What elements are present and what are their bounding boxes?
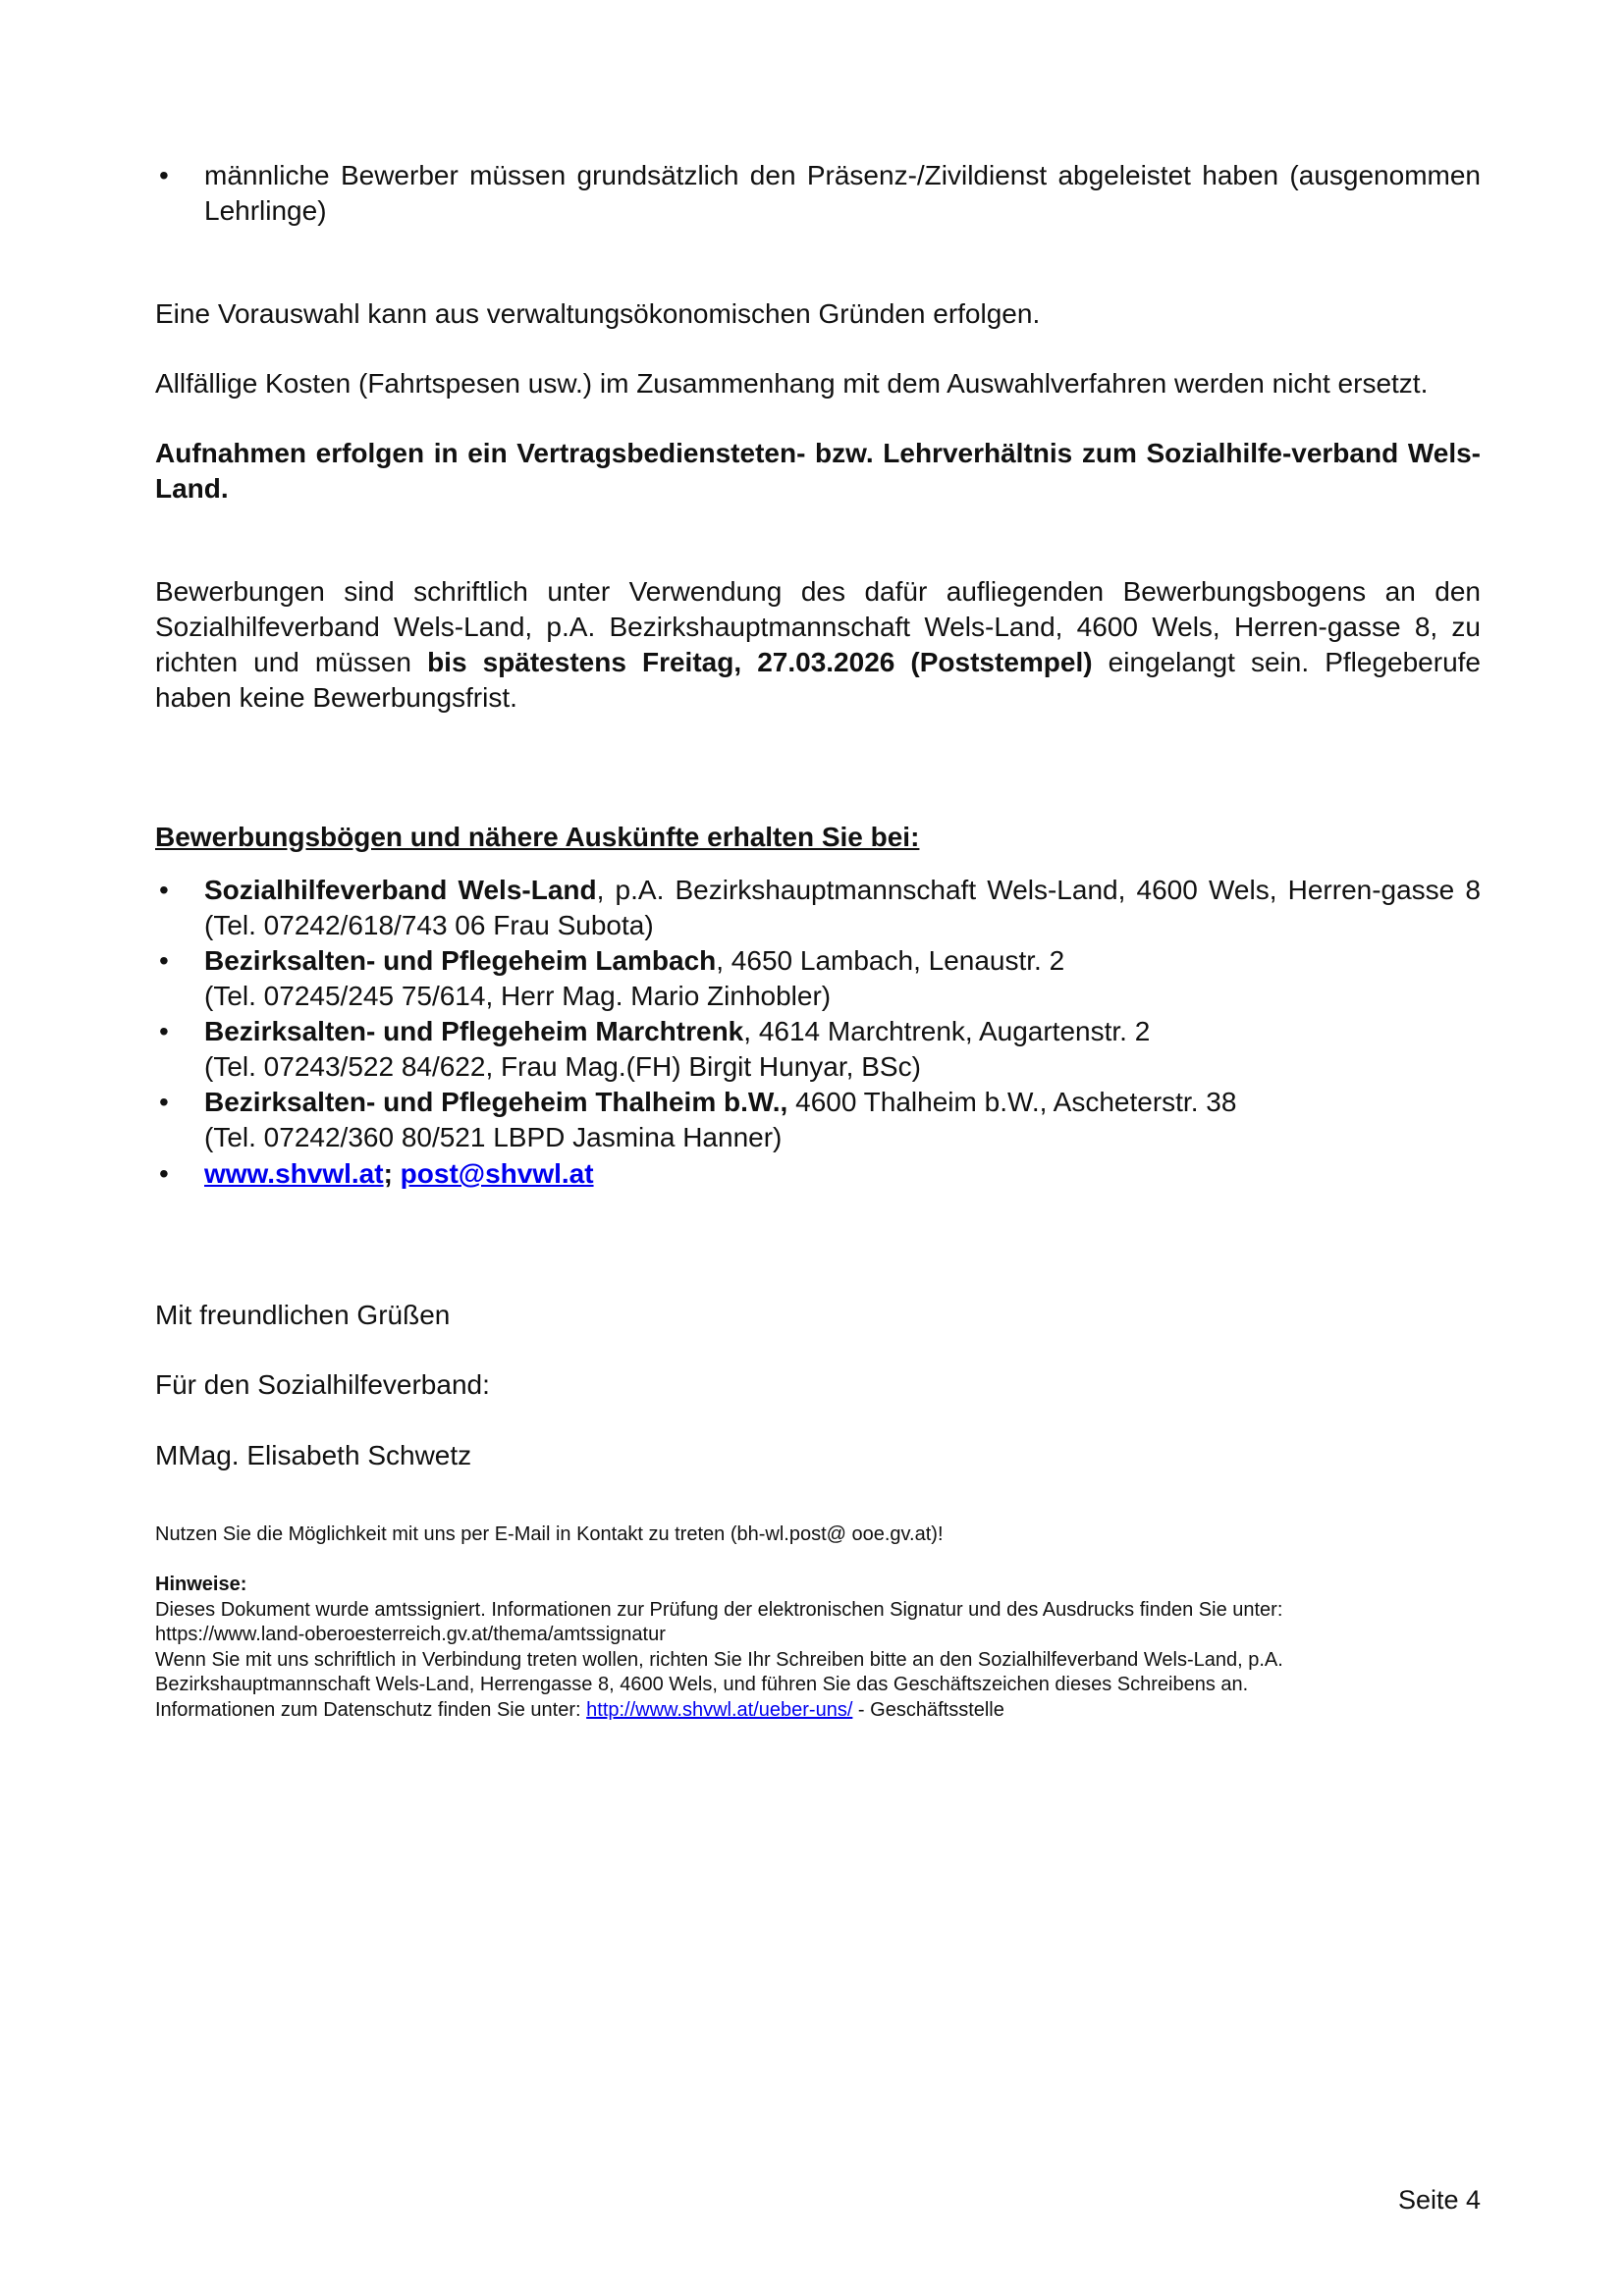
contact-name: Sozialhilfeverband Wels-Land xyxy=(204,875,597,905)
hints-section xyxy=(155,1573,1481,1723)
bullet-icon: • xyxy=(159,945,169,976)
requirement-list xyxy=(155,158,1481,229)
on-behalf: Für den Sozialhilfeverband: xyxy=(155,1369,490,1400)
contact-item xyxy=(155,873,1481,943)
hint-line: Bezirkshauptmannschaft Wels-Land, Herrengasse 8, 4600 Wels, und führen Sie das Geschäftszeichen dieses Schreibens an. xyxy=(155,1674,1249,1695)
contact-phone: (Tel. 07243/522 84/622, Frau Mag.(FH) Birgit Hunyar, BSc) xyxy=(204,1051,921,1082)
page-number: Seite 4 xyxy=(1397,2185,1481,2215)
email-note: Nutzen Sie die Möglichkeit mit uns per E-Mail in Kontakt zu treten (bh-wl.post@ ooe.gv.at)! xyxy=(155,1523,944,1545)
bullet-icon: • xyxy=(159,1016,169,1046)
greeting: Mit freundlichen Grüßen xyxy=(155,1300,451,1330)
contact-detail: , 4614 Marchtrenk, Augartenstr. 2 xyxy=(743,1016,1151,1046)
bullet-icon: • xyxy=(159,875,169,905)
contact-item xyxy=(155,943,1481,1014)
hint-line: https://www.land-oberoesterreich.gv.at/thema/amtssignatur xyxy=(155,1624,666,1645)
signer-name: MMag. Elisabeth Schwetz xyxy=(155,1440,472,1470)
contact-detail: , 4650 Lambach, Lenaustr. 2 xyxy=(716,945,1065,976)
costs-paragraph: Allfällige Kosten (Fahrtspesen usw.) im Zusammenhang mit dem Auswahlverfahren werden nicht ersetzt. xyxy=(155,368,1429,399)
hint-line: Dieses Dokument wurde amtssigniert. Informationen zur Prüfung der elektronischen Signatur und des Ausdrucks finden Sie unter: xyxy=(155,1598,1283,1621)
hint-line: Wenn Sie mit uns schriftlich in Verbindung treten wollen, richten Sie Ihr Schreiben bitte an den Sozialhilfeverband Wels-Land, p.A. xyxy=(155,1648,1283,1671)
heading-text: Bewerbungsbögen und nähere Auskünfte erhalten Sie bei: xyxy=(155,822,920,852)
contact-item xyxy=(155,1014,1481,1085)
contact-item xyxy=(155,1085,1481,1155)
privacy-link[interactable]: http://www.shvwl.at/ueber-uns/ xyxy=(586,1698,853,1721)
bullet-icon: • xyxy=(159,1158,169,1189)
bullet-icon: • xyxy=(159,1087,169,1117)
contact-name: Bezirksalten- und Pflegeheim Lambach xyxy=(204,945,717,976)
separator: ; xyxy=(383,1158,393,1189)
hints-title: Hinweise: xyxy=(155,1574,247,1595)
contact-detail: , p.A. Bezirkshauptmannschaft Wels-Land, 4600 Wels, Herren-gasse 8 (Tel. 07242/618/743 06 Frau Subota) xyxy=(204,875,1481,940)
privacy-text: Informationen zum Datenschutz finden Sie unter: xyxy=(155,1698,587,1721)
preselection-paragraph: Eine Vorauswahl kann aus verwaltungsökonomischen Gründen erfolgen. xyxy=(155,298,1041,329)
application-text-end: eingelangt sein. Pflegeberufe haben keine Bewerbungsfrist. xyxy=(155,647,1481,713)
email-link[interactable]: post@shvwl.at xyxy=(400,1158,594,1189)
application-text: Bewerbungen sind schriftlich unter Verwendung des dafür aufliegenden Bewerbungsbogens an den Sozialhilfeverband Wels-Land, p.A. Bezirkshauptmannschaft Wels-Land, 4600 Wels, Herren-gasse 8, zu richten und müssen xyxy=(155,576,1481,677)
contact-name: Bezirksalten- und Pflegeheim Thalheim b.W., xyxy=(204,1087,788,1117)
contacts-list xyxy=(155,873,1481,1192)
bullet-icon: • xyxy=(159,160,169,190)
contact-phone: (Tel. 07242/360 80/521 LBPD Jasmina Hanner) xyxy=(204,1122,783,1152)
employment-paragraph: Aufnahmen erfolgen in ein Vertragsbediensteten- bzw. Lehrverhältnis zum Sozialhilfe-verband Wels-Land. xyxy=(155,438,1481,504)
list-item xyxy=(155,158,1481,229)
deadline: bis spätestens Freitag, 27.03.2026 (Poststempel) xyxy=(427,647,1093,677)
contacts-heading xyxy=(155,820,1481,855)
application-paragraph xyxy=(155,574,1481,716)
contact-name: Bezirksalten- und Pflegeheim Marchtrenk xyxy=(204,1016,744,1046)
privacy-suffix: - Geschäftsstelle xyxy=(852,1698,1004,1721)
contact-detail: 4600 Thalheim b.W., Ascheterstr. 38 xyxy=(787,1087,1237,1117)
list-item-text: männliche Bewerber müssen grundsätzlich den Präsenz-/Zivildienst abgeleistet haben (ausgenommen Lehrlinge) xyxy=(204,160,1481,226)
hint-line xyxy=(155,1698,1481,1724)
website-link[interactable]: www.shvwl.at xyxy=(204,1158,384,1189)
links-item xyxy=(155,1156,1481,1192)
contact-phone: (Tel. 07245/245 75/614, Herr Mag. Mario Zinhobler) xyxy=(204,981,832,1011)
